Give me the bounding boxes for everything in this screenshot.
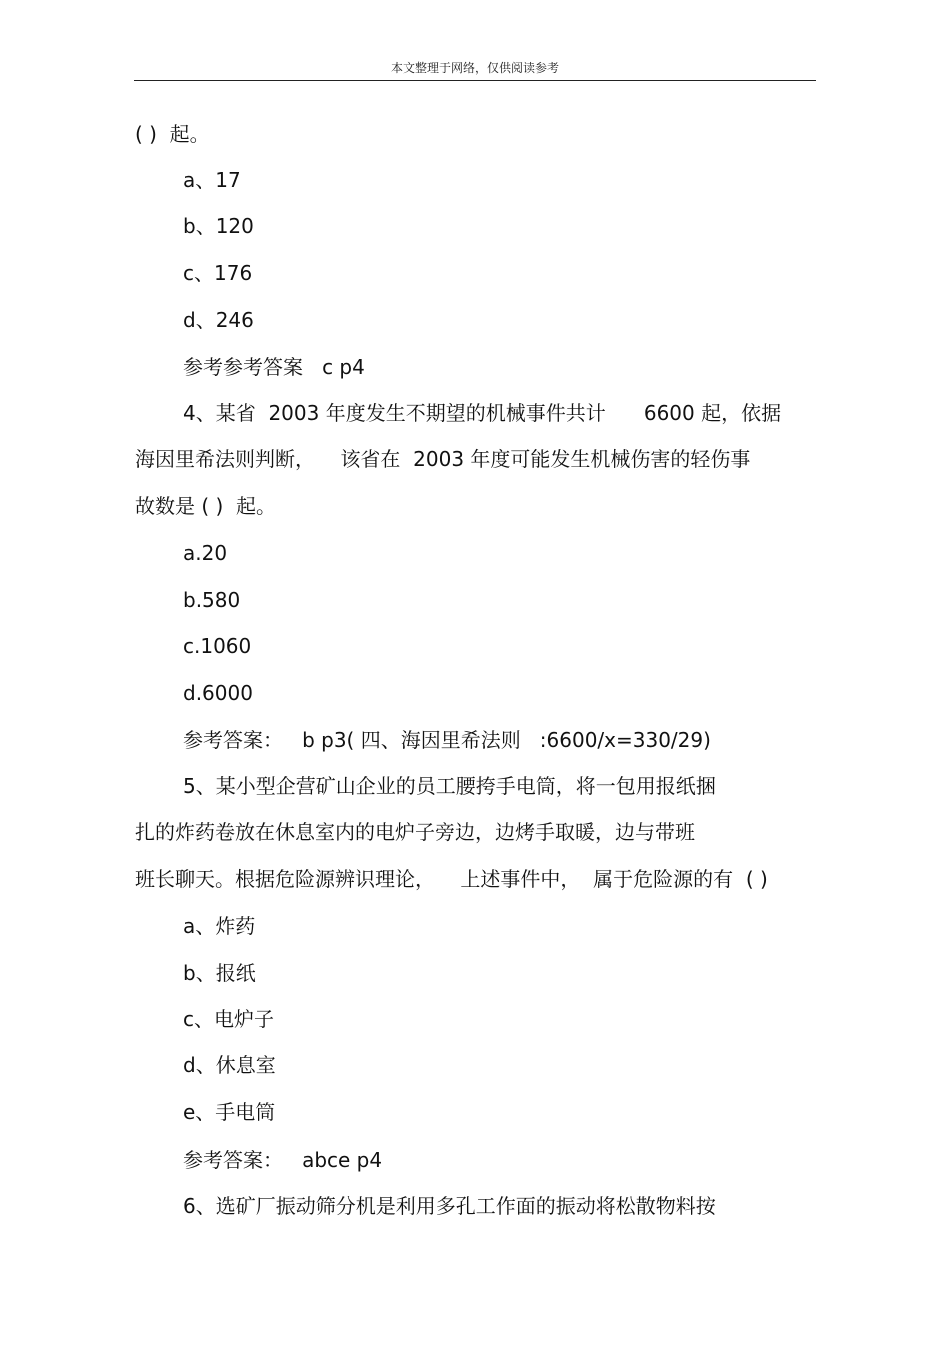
option-c: c、176: [183, 261, 253, 285]
question-4-line-3: 故数是 ( ) 起。: [135, 494, 277, 518]
option-d: d、休息室: [183, 1053, 276, 1077]
option-a: a、炸药: [183, 914, 256, 938]
question-4-line-2: 海因里希法则判断， 该省在 2003 年度可能发生机械伤害的轻伤事: [135, 447, 751, 471]
answer-5: 参考答案： abce p4: [183, 1148, 383, 1172]
question-5-line-3: 班长聊天。根据危险源辨识理论， 上述事件中， 属于危险源的有 ( ): [135, 867, 768, 891]
option-c: c.1060: [183, 634, 252, 658]
option-d: d.6000: [183, 681, 253, 705]
answer-4: 参考答案： b p3( 四、海因里希法则 :6600/x=330/29): [183, 728, 711, 752]
answer-3: 参考参考答案 c p4: [183, 355, 365, 379]
option-b: b、报纸: [183, 961, 256, 985]
question-4-line-1: 4、某省 2003 年度发生不期望的机械事件共计 6600 起，依据: [183, 401, 782, 425]
question-5-line-1: 5、某小型企营矿山企业的员工腰挎手电筒，将一包用报纸捆: [183, 774, 716, 798]
option-c: c、电炉子: [183, 1007, 274, 1031]
option-a: a、17: [183, 168, 241, 192]
page-header: 本文整理于网络，仅供阅读参考: [134, 56, 816, 81]
question-continuation: ( ) 起。: [135, 122, 210, 146]
option-b: b.580: [183, 588, 241, 612]
option-e: e、手电筒: [183, 1100, 276, 1124]
option-a: a.20: [183, 541, 228, 565]
option-b: b、120: [183, 214, 254, 238]
question-5-line-2: 扎的炸药卷放在休息室内的电炉子旁边，边烤手取暖，边与带班: [135, 820, 695, 844]
question-6-line-1: 6、选矿厂振动筛分机是利用多孔工作面的振动将松散物料按: [183, 1194, 716, 1218]
option-d: d、246: [183, 308, 254, 332]
